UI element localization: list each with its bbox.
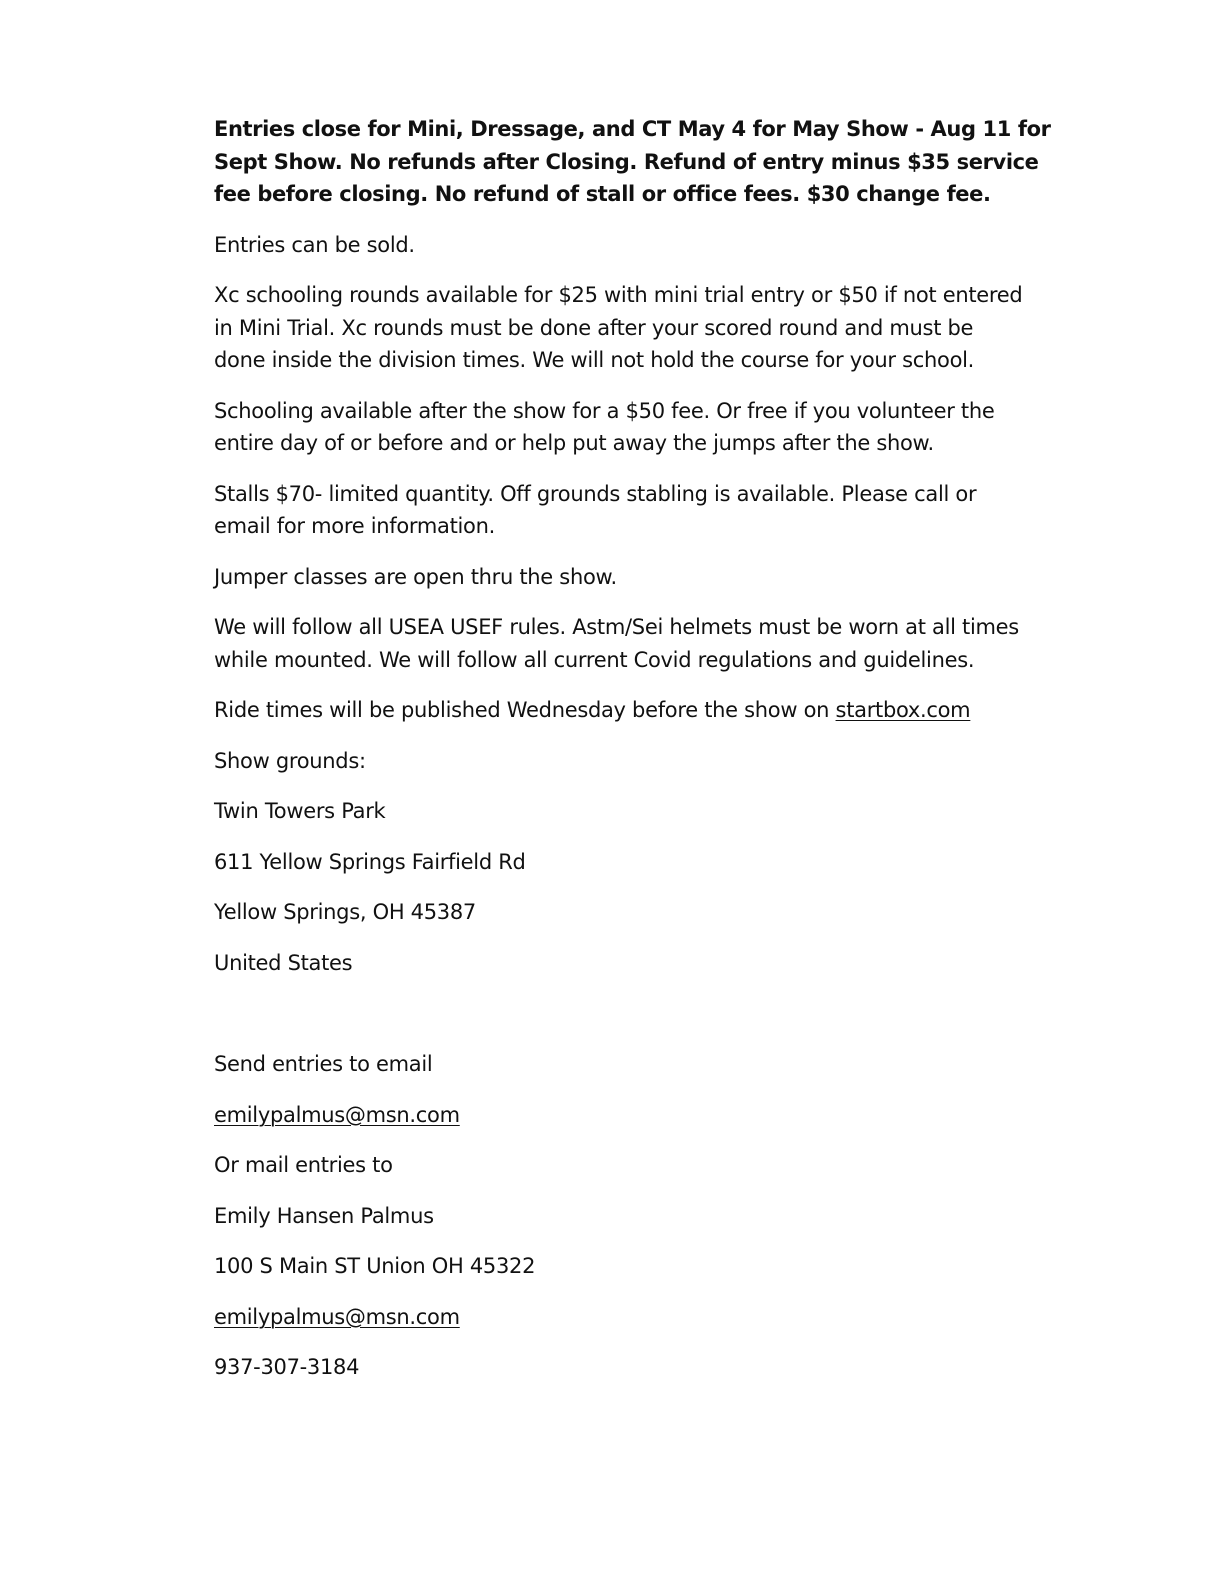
- entries-sold-text: Entries can be sold.: [214, 232, 415, 257]
- notice-line: Entries close for Mini, Dressage, and CT May 4 for May Show - Aug 11 for: [214, 117, 1051, 141]
- rules-line: while mounted. We will follow all current Covid regulations and guidelines.: [214, 647, 975, 672]
- show-grounds-street: 611 Yellow Springs Fairfield Rd: [214, 849, 526, 874]
- ride-times-text: Ride times will be published Wednesday before the show on: [214, 698, 836, 722]
- schooling-line: entire day of or before and or help put away the jumps after the show.: [214, 431, 934, 455]
- spacer: [214, 997, 1014, 1048]
- schooling-after-paragraph: [214, 395, 1014, 460]
- mail-entries-name: Emily Hansen Palmus: [214, 1203, 434, 1228]
- mail-entries-label: Or mail entries to: [214, 1153, 393, 1177]
- send-entries-label: Send entries to email: [214, 1052, 433, 1076]
- show-grounds-label: Show grounds:: [214, 748, 366, 773]
- phone-number: 937-307-3184: [214, 1355, 360, 1379]
- entries-closing-notice: [214, 113, 1051, 211]
- send-entries-email: [214, 1099, 1014, 1132]
- schooling-line: Schooling available after the show for a $50 fee. Or free if you volunteer the: [214, 398, 995, 423]
- mail-entries-email: [214, 1301, 1014, 1334]
- xc-line: Xc schooling rounds available for $25 with mini trial entry or $50 if not entered: [214, 283, 1023, 307]
- show-grounds-country: United States: [214, 950, 353, 975]
- xc-line: done inside the division times. We will not hold the course for your school.: [214, 348, 975, 372]
- xc-line: in Mini Trial. Xc rounds must be done after your scored round and must be: [214, 315, 974, 340]
- notice-line: fee before closing. No refund of stall or office fees. $30 change fee.: [214, 182, 991, 206]
- stalls-paragraph: [214, 478, 1014, 543]
- jumper-classes-text: Jumper classes are open thru the show.: [214, 564, 617, 589]
- startbox-link[interactable]: startbox.com: [835, 698, 971, 722]
- show-grounds-name: Twin Towers Park: [214, 799, 386, 823]
- stalls-line: Stalls $70- limited quantity. Off grounds stabling is available. Please call or: [214, 481, 977, 506]
- mail-entries-address: 100 S Main ST Union OH 45322: [214, 1254, 536, 1278]
- stalls-line: email for more information.: [214, 514, 495, 538]
- ride-times-paragraph: [214, 694, 1014, 727]
- document-page: [214, 113, 1051, 1402]
- rules-line: We will follow all USEA USEF rules. Astm/Sei helmets must be worn at all times: [214, 615, 1019, 639]
- email-link[interactable]: emilypalmus@msn.com: [214, 1304, 460, 1329]
- rules-paragraph: [214, 611, 1019, 676]
- xc-schooling-paragraph: [214, 279, 1023, 377]
- show-grounds-city: Yellow Springs, OH 45387: [214, 900, 476, 924]
- email-link[interactable]: emilypalmus@msn.com: [214, 1102, 460, 1127]
- notice-line: Sept Show. No refunds after Closing. Refund of entry minus $35 service: [214, 149, 1039, 174]
